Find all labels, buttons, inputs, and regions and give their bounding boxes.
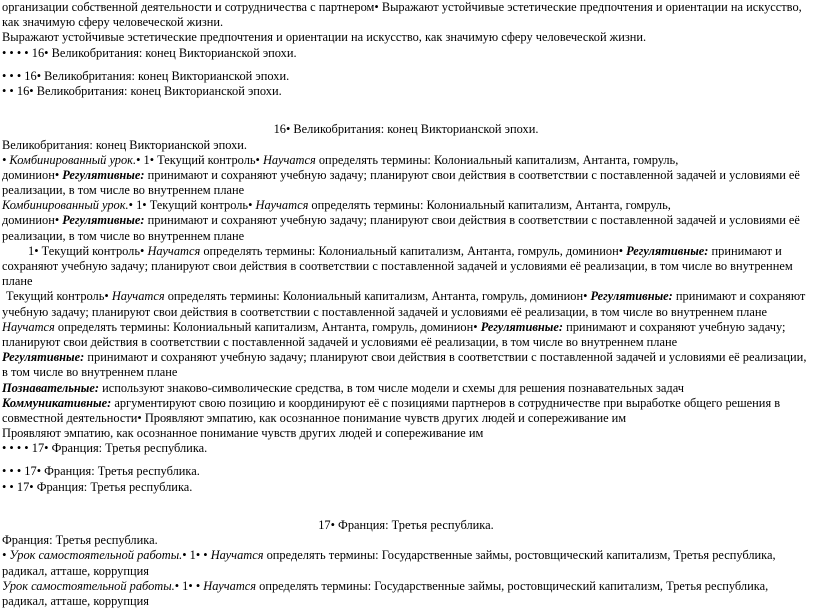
text-line: доминион• Регулятивные: принимают и сохраняют учебную задачу; планируют свои действия в соответствии с поставленной задачей и условиями её: [2, 167, 800, 182]
text-line: радикал, атташе, коррупция: [2, 593, 149, 608]
bold-italic-term: Регулятивные:: [480, 319, 563, 334]
lesson-type: Комбинированный урок.: [2, 198, 129, 213]
bold-italic-term: Регулятивные:: [2, 350, 85, 365]
bold-italic-term: Регулятивные:: [626, 243, 709, 258]
text-line: сохраняют учебную задачу; планируют свои действия в соответствии с поставленной задачей и условиями её реализации, в том числе во внутреннем: [2, 259, 793, 273]
italic-term: Научатся: [2, 319, 55, 334]
text-line: совместной деятельности• Проявляют эмпатию, как осознанное понимание чувств других людей и сопереживание им: [2, 410, 627, 425]
section-heading-line: • • 16• Великобритания: конец Викторианской эпохи.: [2, 83, 282, 98]
text-line: Урок самостоятельной работы.• 1• • Научатся определять термины: Государственные займы, ростовщический капитализм, Третья республика,: [2, 578, 769, 593]
section-heading-line: • • • • 17• Франция: Третья республика.: [2, 441, 208, 456]
text-line: реализации, в том числе во внутреннем плане: [2, 183, 245, 198]
section-heading-line: • • • • 16• Великобритания: конец Викторианской эпохи.: [2, 45, 297, 60]
italic-term: Научатся: [262, 152, 316, 167]
bold-italic-term: Регулятивные:: [590, 289, 673, 304]
text-line: Проявляют эмпатию, как осознанное понимание чувств других людей и сопереживание им: [2, 426, 484, 441]
lesson-type: • Урок самостоятельной работы.: [2, 548, 183, 563]
section-heading-line: Великобритания: конец Викторианской эпохи.: [2, 137, 248, 152]
bold-italic-term: Познавательные:: [2, 380, 100, 395]
text-line: организации собственной деятельности и сотрудничества с партнером• Выражают устойчивые эстетические предпочтения и ориентации на искусство,: [2, 0, 802, 14]
lesson-type: • Комбинированный урок.: [2, 152, 137, 167]
text-line: радикал, атташе, коррупция: [2, 563, 149, 578]
text-line: учебную задачу; планируют свои действия в соответствии с поставленной задачей и условиями её реализации, в том числе во внутреннем плане: [2, 304, 767, 319]
lesson-type: Урок самостоятельной работы.: [2, 578, 175, 593]
text-line: Выражают устойчивые эстетические предпочтения и ориентации на искусство, как значимую сферу человеческой жизни.: [2, 30, 647, 45]
text-line: как значимую сферу человеческой жизни.: [2, 15, 224, 30]
section-heading-centered: 16• Великобритания: конец Викторианской эпохи.: [273, 122, 539, 137]
text-line: доминион• Регулятивные: принимают и сохраняют учебную задачу; планируют свои действия в соответствии с поставленной задачей и условиями её: [2, 213, 800, 228]
italic-term: Научатся: [255, 198, 309, 213]
text-line: • Урок самостоятельной работы.• 1• • Научатся определять термины: Государственные займы, ростовщический капитализм, Третья республика,: [2, 548, 776, 563]
text-line: Регулятивные: принимают и сохраняют учебную задачу; планируют свои действия в соответствии с поставленной задачей и условиями её реализации,: [2, 350, 807, 365]
bold-italic-term: Коммуникативные:: [2, 395, 112, 410]
text-line: планируют свои действия в соответствии с поставленной задачей и условиями её реализации, в том числе во внутреннем плане: [2, 334, 678, 349]
section-heading-line: • • 17• Франция: Третья республика.: [2, 479, 193, 494]
italic-term: Научатся: [210, 548, 264, 563]
italic-term: Научатся: [203, 578, 257, 593]
text-line: • Комбинированный урок.• 1• Текущий контроль• Научатся определять термины: Колониальный капитализм, Антанта, гомруль,: [2, 152, 679, 167]
text-line: Коммуникативные: аргументируют свою позицию и координируют её с позициями партнеров в сотрудничестве при выработке общего решения в: [2, 395, 781, 410]
text-line: Научатся определять термины: Колониальный капитализм, Антанта, гомруль, доминион• Регулятивные: принимают и сохраняют учебную задачу;: [2, 319, 786, 334]
text-line: Текущий контроль• Научатся определять термины: Колониальный капитализм, Антанта, гомруль, доминион• Регулятивные: принимают и сохраняют: [6, 289, 806, 304]
text-line: Комбинированный урок.• 1• Текущий контроль• Научатся определять термины: Колониальный капитализм, Антанта, гомруль,: [2, 198, 671, 213]
text-line: реализации, в том числе во внутреннем плане: [2, 228, 245, 243]
bold-italic-term: Регулятивные:: [62, 167, 145, 182]
section-heading-line: • • • 16• Великобритания: конец Викторианской эпохи.: [2, 68, 290, 83]
italic-term: Научатся: [147, 243, 201, 258]
bold-italic-term: Регулятивные:: [62, 213, 145, 228]
text-line: плане: [2, 274, 33, 289]
italic-term: Научатся: [111, 289, 165, 304]
text-line: Познавательные: используют знаково-символические средства, в том числе модели и схемы для решения познавательных задач: [2, 380, 684, 395]
section-heading-line: • • • 17• Франция: Третья республика.: [2, 464, 200, 479]
section-heading-line: Франция: Третья республика.: [2, 533, 158, 548]
text-line: 1• Текущий контроль• Научатся определять термины: Колониальный капитализм, Антанта, гомруль, доминион• Регулятивные: принимают и: [28, 243, 782, 258]
section-heading-centered: 17• Франция: Третья республика.: [318, 518, 494, 532]
document-page: [2, 0, 810, 609]
text-line: в том числе во внутреннем плане: [2, 365, 178, 380]
